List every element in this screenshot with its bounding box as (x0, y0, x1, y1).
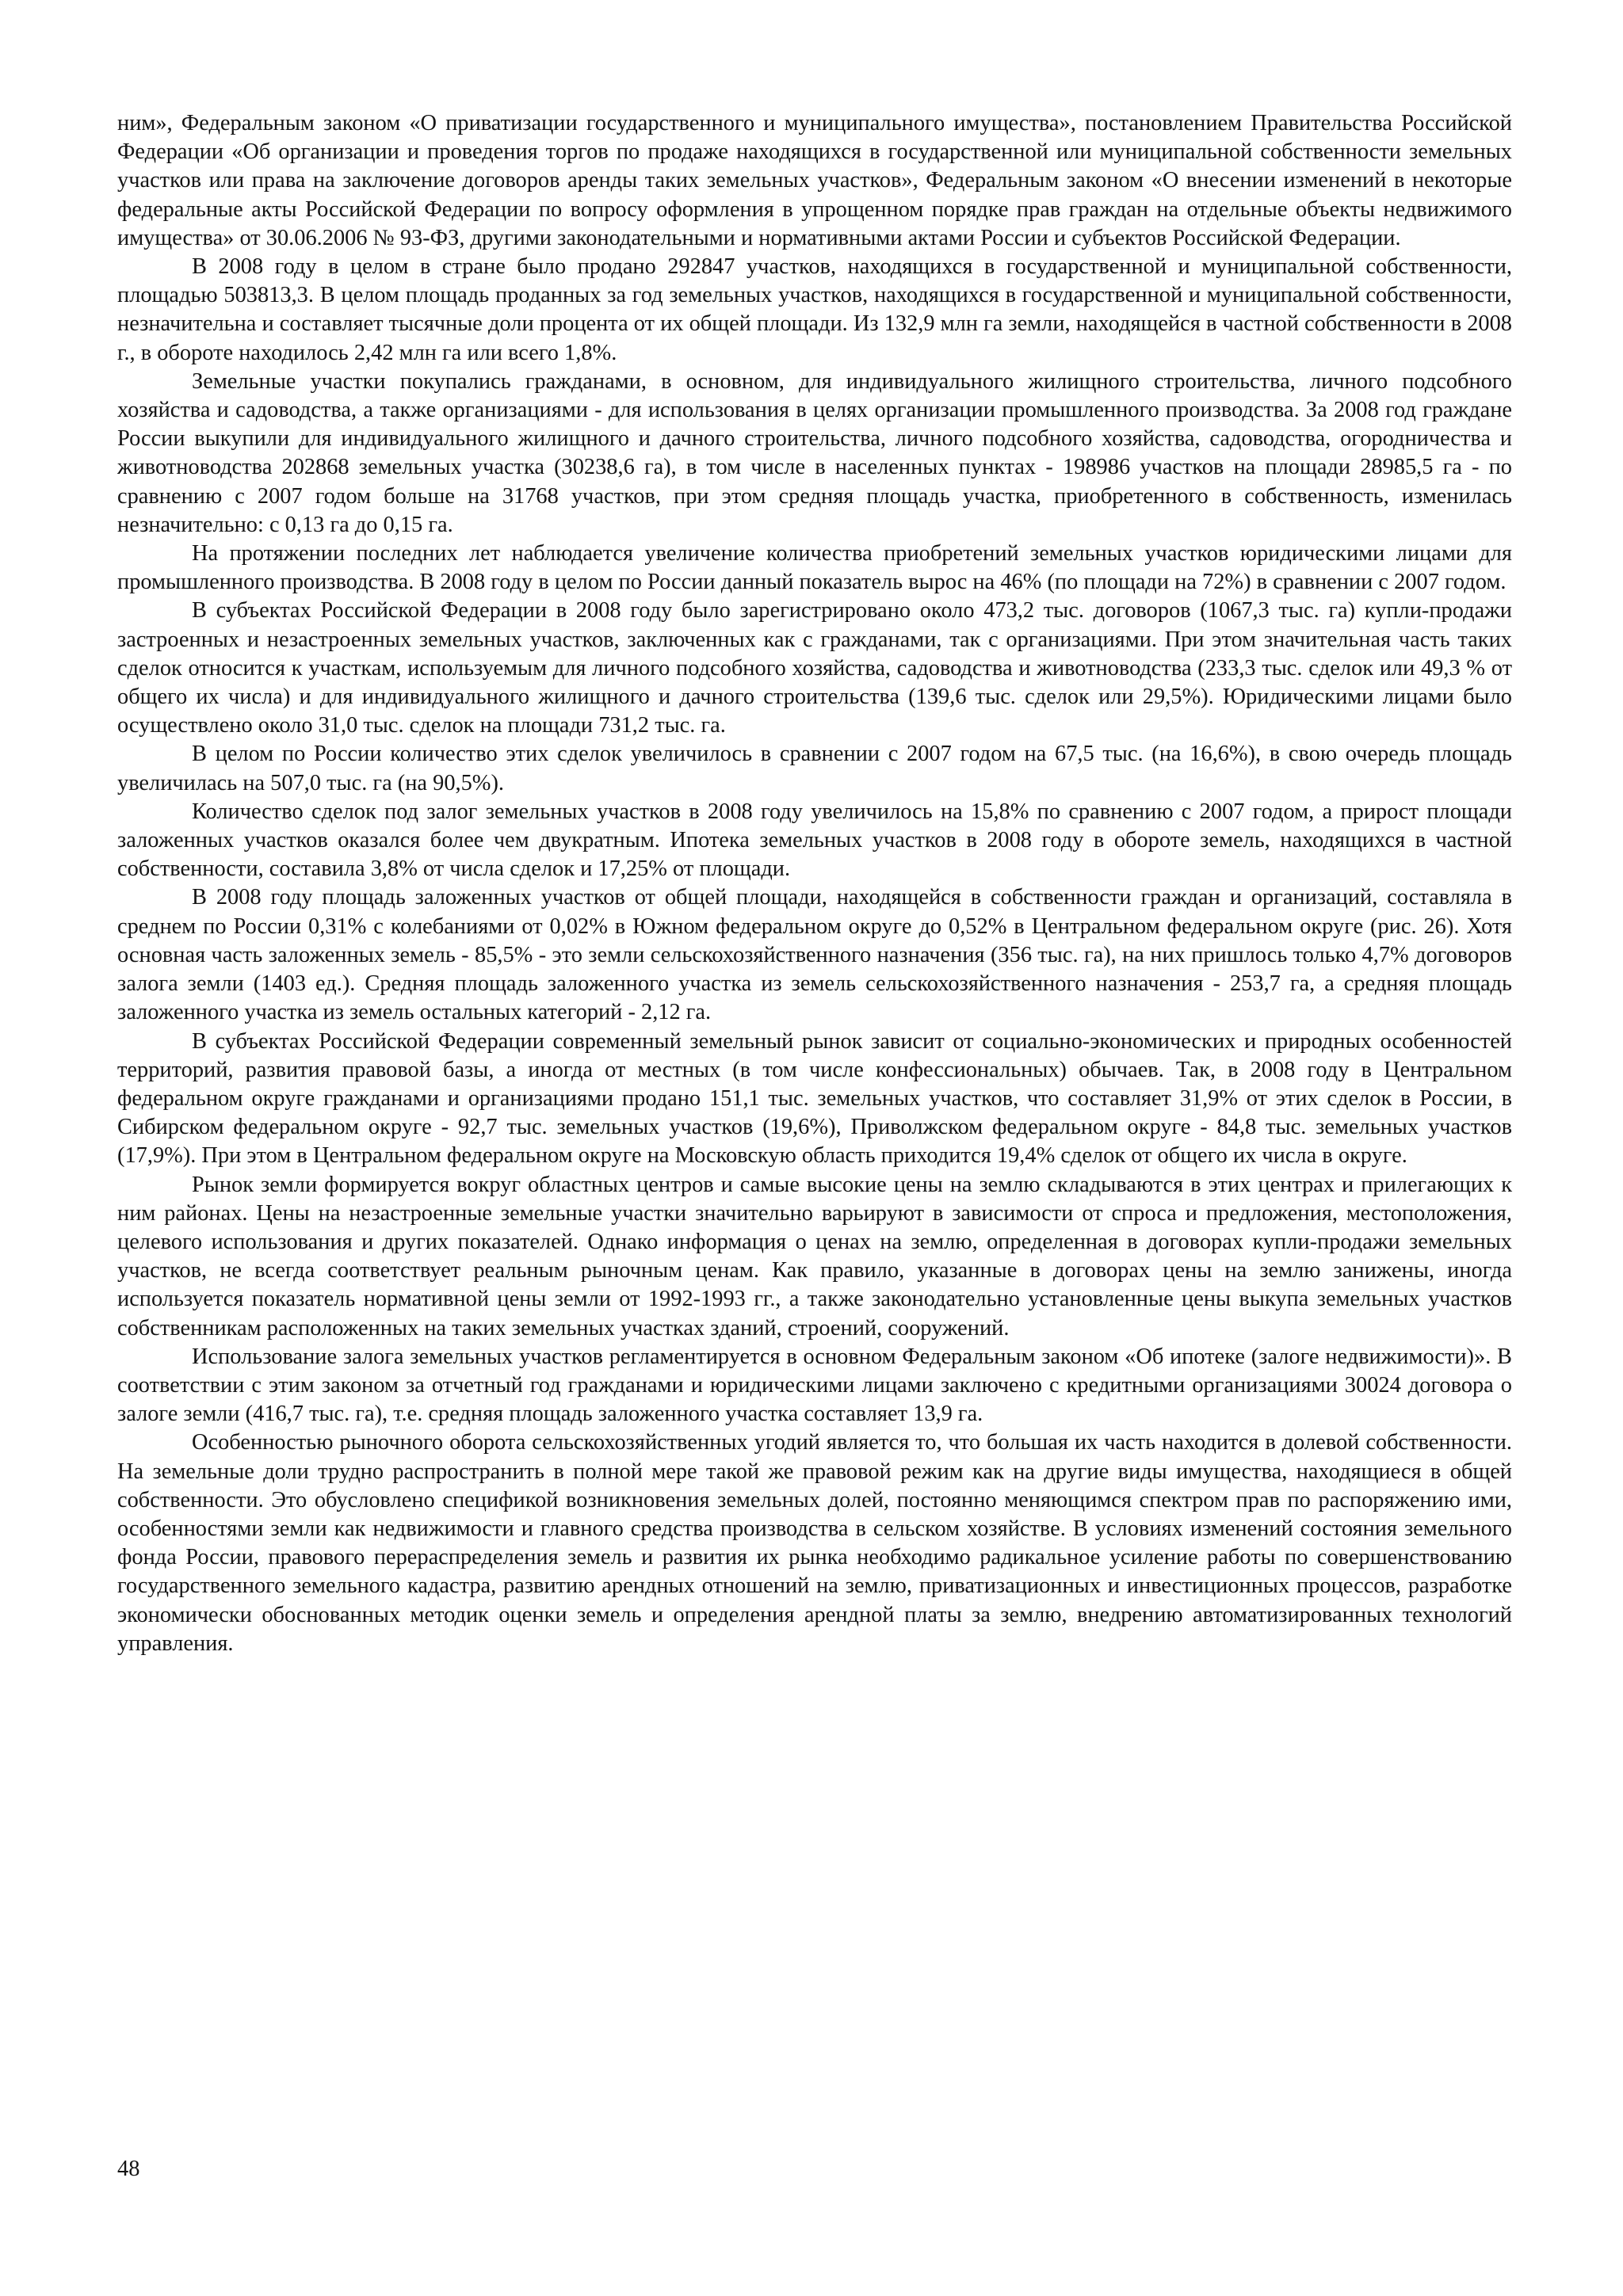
paragraph-mortgage-deals: Количество сделок под залог земельных участков в 2008 году увеличилось на 15,8% по сравнению с 2007 годом, а прирост площади заложенных участков оказался более чем двукратным. Ипотека земельных участков в 2008 году в обороте земель, находящихся в частной собственности, составила 3,8% от числа сделок и 17,25% от площади. (117, 799, 1512, 882)
paragraph-legal-entity-purchases: На протяжении последних лет наблюдается увеличение количества приобретений земельных участков юридическими лицами для промышленного производства. В 2008 году в целом по России данный показатель вырос на 46% (по площади на 72%) в сравнении с 2007 годом. (117, 541, 1512, 595)
paragraph-regional-market: В субъектах Российской Федерации современный земельный рынок зависит от социально-экономических и природных особенностей территорий, развития правовой базы, а иногда от местных (в том числе конфессиональных) обычаев. Так, в 2008 году в Центральном федеральном округе гражданами и организациями продано 151,1 тыс. земельных участков, что составляет 31,9% от этих сделок в России, в Сибирском федеральном округе - 92,7 тыс. земельных участков (19,6%), Приволжском федеральном округе - 84,8 тыс. земельных участков (17,9%). При этом в Центральном федеральном округе на Московскую область приходится 19,4% сделок от общего их числа в округе. (117, 1028, 1512, 1169)
paragraph-agricultural-shares: Особенностью рыночного оборота сельскохозяйственных угодий является то, что большая их часть находится в долевой собственности. На земельные доли трудно распространить в полной мере такой же правовой режим как на другие виды имущества, находящиеся в общей собственности. Это обусловлено спецификой возникновения земельных долей, постоянно меняющимся спектром прав по распоряжению ими, особенностями земли как недвижимости и главного средства производства в сельском хозяйстве. В условиях изменений состояния земельного фонда России, правового перераспределения земель и развития их рынка необходимо радикальное усиление работы по совершенствованию государственного земельного кадастра, развитию арендных отношений на землю, приватизационных и инвестиционных процессов, разработке экономически обоснованных методик оценки земель и определения арендной платы за землю, внедрению автоматизированных технологий управления. (117, 1430, 1512, 1656)
paragraph-deal-growth: В целом по России количество этих сделок увеличилось в сравнении с 2007 годом на 67,5 тыс. (на 16,6%), в свою очередь площадь увеличилась на 507,0 тыс. га (на 90,5%). (117, 742, 1512, 795)
page-number: 48 (117, 2157, 140, 2181)
paragraph-pledged-area: В 2008 году площадь заложенных участков от общей площади, находящейся в собственности граждан и организаций, составляла в среднем по России 0,31% с колебаниями от 0,02% в Южном федеральном округе до 0,52% в Центральном федеральном округе (рис. 26). Хотя основная часть заложенных земель - 85,5% - это земли сельскохозяйственного назначения (356 тыс. га), на них пришлось только 4,7% договоров залога земли (1403 ед.). Средняя площадь заложенного участка из земель сельскохозяйственного назначения - 253,7 га, а средняя площадь заложенного участка из земель остальных категорий - 2,12 га. (117, 885, 1512, 1025)
paragraph-citizen-purchases: Земельные участки покупались гражданами, в основном, для индивидуального жилищного строительства, личного подсобного хозяйства и садоводства, а также организациями - для использования в целях организации промышленного производства. За 2008 год граждане России выкупили для индивидуального жилищного и дачного строительства, личного подсобного хозяйства, садоводства, огородничества и животноводства 202868 земельных участка (30238,6 га), в том числе в населенных пунктах - 198986 участков на площади 28985,5 га - по сравнению с 2007 годом больше на 31768 участков, при этом средняя площадь участка, приобретенного в собственность, изменилась незначительно: с 0,13 га до 0,15 га. (117, 368, 1512, 537)
page-body (117, 109, 1512, 1658)
paragraph-regional-contracts: В субъектах Российской Федерации в 2008 году было зарегистрировано около 473,2 тыс. договоров (1067,3 тыс. га) купли-продажи застроенных и незастроенных земельных участков, заключенных как с гражданами, так с организациями. При этом значительная часть таких сделок относится к участкам, используемым для личного подсобного хозяйства, садоводства и животноводства (233,3 тыс. сделок или 49,3 % от общего их числа) и для индивидуального жилищного и дачного строительства (139,6 тыс. сделок или 29,5%). Юридическими лицами было осуществлено около 31,0 тыс. сделок на площади 731,2 тыс. га. (117, 598, 1512, 738)
paragraph-continuation: ним», Федеральным законом «О приватизации государственного и муниципального имущества», постановлением Правительства Российской Федерации «Об организации и проведения торгов по продаже находящихся в государственной или муниципальной собственности земельных участков или права на заключение договоров аренды таких земельных участков», Федеральным законом «О внесении изменений в некоторые федеральные акты Российской Федерации по вопросу оформления в упрощенном порядке прав граждан на отдельные объекты недвижимого имущества» от 30.06.2006 № 93-ФЗ, другими законодательными и нормативными актами России и субъектов Российской Федерации. (117, 111, 1512, 250)
paragraph-land-prices: Рынок земли формируется вокруг областных центров и самые высокие цены на землю складываются в этих центрах и прилегающих к ним районах. Цены на незастроенные земельные участки значительно варьируют в зависимости от спроса и предложения, местоположения, целевого использования и других показателей. Однако информация о ценах на землю, определенная в договорах купли-продажи земельных участков, не всегда соответствует реальным рыночным ценам. Как правило, указанные в договорах цены на землю занижены, иногда используется показатель нормативной цены земли от 1992-1993 гг., а также законодательно установленные цены выкупа земельных участков собственникам расположенных на таких земельных участках зданий, строений, сооружений. (117, 1172, 1512, 1341)
paragraph-pledge-law: Использование залога земельных участков регламентируется в основном Федеральным законом «Об ипотеке (залоге недвижимости)». В соответствии с этим законом за отчетный год гражданами и юридическими лицами заключено с кредитными организациями 30024 договора о залоге земли (416,7 тыс. га), т.е. средняя площадь заложенного участка составляет 13,9 га. (117, 1344, 1512, 1427)
paragraph-land-sales-2008: В 2008 году в целом в стране было продано 292847 участков, находящихся в государственной и муниципальной собственности, площадью 503813,3. В целом площадь проданных за год земельных участков, находящихся в государственной и муниципальной собственности, незначительна и составляет тысячные доли процента от их общей площади. Из 132,9 млн га земли, находящейся в частной собственности в 2008 г., в обороте находилось 2,42 млн га или всего 1,8%. (117, 254, 1512, 365)
